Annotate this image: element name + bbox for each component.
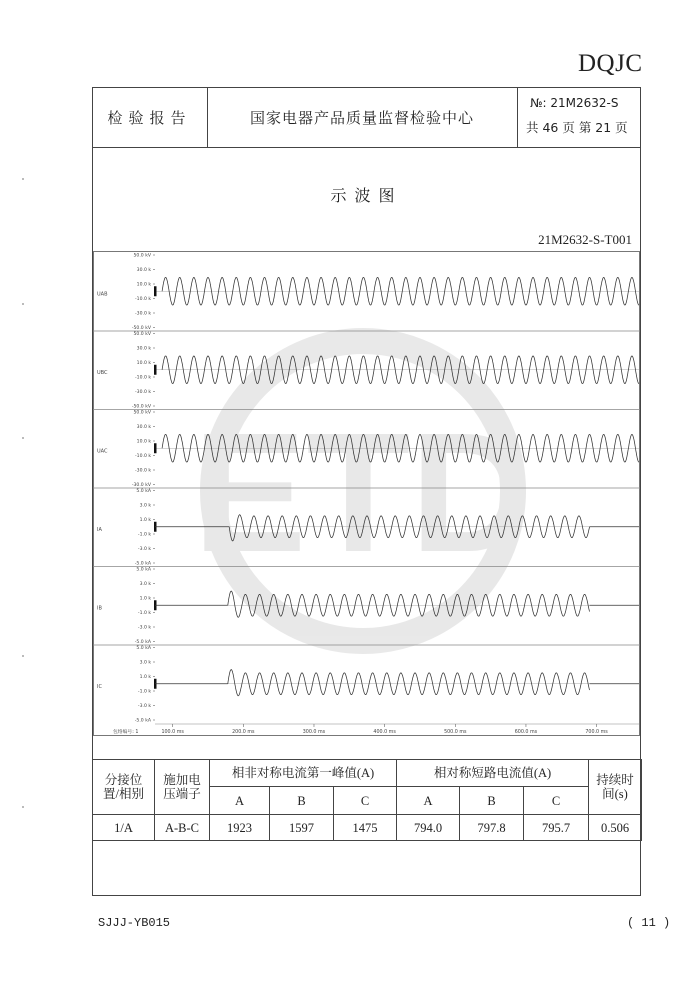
- col-header-phase-a: A: [210, 787, 270, 815]
- waveform-ic: [228, 670, 590, 696]
- y-tick-label: -10.0 k: [134, 454, 151, 460]
- header-divider: [92, 147, 641, 148]
- y-tick-label: -1.0 k: [137, 689, 151, 695]
- y-tick-label: 50.0 kV: [133, 332, 151, 338]
- x-tick-label: 200.0 ms: [232, 730, 255, 735]
- results-table: [92, 759, 642, 841]
- channel-label: UBC: [97, 369, 108, 376]
- y-tick-label: 30.0 k: [136, 425, 151, 431]
- cell-rms-a: 794.0: [397, 815, 460, 841]
- figure-id: 21M2632-S-T001: [538, 232, 632, 247]
- channel-label: IC: [97, 683, 102, 690]
- record-label: 包络编号: 1: [113, 730, 139, 735]
- cell-terminal: A-B-C: [155, 815, 210, 841]
- y-tick-label: 5.0 kA: [136, 489, 151, 495]
- table-row: [93, 815, 642, 841]
- y-tick-label: -10.0 k: [134, 375, 151, 381]
- y-tick-label: 50.0 kV: [133, 253, 151, 259]
- col-header-phase-c: C: [524, 787, 589, 815]
- page-number: ( 11 ): [627, 916, 671, 930]
- y-tick-label: -1.0 k: [137, 532, 151, 538]
- oscillogram: [93, 251, 640, 736]
- y-tick-label: -30.0 kV: [131, 483, 151, 489]
- col-header-phase-c: C: [334, 787, 397, 815]
- y-tick-label: -5.0 kA: [134, 718, 151, 724]
- x-tick-label: 400.0 ms: [373, 730, 396, 735]
- scan-mark: [22, 437, 24, 439]
- report-label: 检验报告: [107, 108, 192, 127]
- x-tick-label: 300.0 ms: [302, 730, 326, 735]
- y-tick-label: 10.0 k: [136, 361, 151, 367]
- cell-peak-b: 1597: [270, 815, 334, 841]
- y-tick-label: 10.0 k: [136, 282, 151, 288]
- y-tick-label: 5.0 kA: [136, 646, 151, 652]
- header-separator: [517, 87, 518, 147]
- y-tick-label: -50.0 kV: [131, 326, 151, 332]
- y-tick-label: -30.0 k: [134, 390, 151, 396]
- cell-rms-c: 795.7: [524, 815, 589, 841]
- y-tick-label: 30.0 k: [136, 346, 151, 352]
- y-tick-label: 3.0 k: [139, 582, 151, 588]
- scan-mark: [22, 303, 24, 305]
- y-tick-label: -3.0 k: [137, 625, 151, 631]
- x-tick-label: 500.0 ms: [444, 730, 467, 735]
- form-code: SJJJ-YB015: [98, 916, 171, 930]
- trigger-marker: [154, 286, 157, 296]
- y-tick-label: 1.0 k: [139, 518, 151, 524]
- x-tick-label: 100.0 ms: [161, 730, 184, 735]
- y-tick-label: 3.0 k: [139, 503, 151, 509]
- y-tick-label: -3.0 k: [137, 547, 151, 553]
- y-tick-label: -50.0 kV: [131, 404, 151, 410]
- y-tick-label: 3.0 k: [139, 660, 151, 666]
- cell-peak-c: 1475: [334, 815, 397, 841]
- center-name: 国家电器产品质量监督检验中心: [249, 108, 474, 127]
- cell-rms-b: 797.8: [460, 815, 524, 841]
- y-tick-label: -5.0 kA: [134, 561, 151, 567]
- page-title: 示波图: [330, 186, 403, 205]
- y-tick-label: -3.0 k: [137, 704, 151, 710]
- scan-mark: [22, 806, 24, 808]
- y-tick-label: 10.0 k: [136, 439, 151, 445]
- cell-duration: 0.506: [589, 815, 642, 841]
- y-tick-label: 1.0 k: [139, 596, 151, 602]
- report-number: №: 21M2632-S: [530, 96, 619, 110]
- channel-label: IB: [97, 605, 102, 612]
- scan-mark: [22, 178, 24, 180]
- col-header-tap: 分接位置/相别: [93, 760, 155, 815]
- trigger-marker: [154, 365, 157, 375]
- page-info: 共 46 页 第 21 页: [526, 120, 628, 135]
- channel-label: IA: [97, 526, 102, 533]
- col-header-phase-b: B: [270, 787, 334, 815]
- cell-tap: 1/A: [93, 815, 155, 841]
- y-tick-label: 1.0 k: [139, 675, 151, 681]
- y-tick-label: -30.0 k: [134, 468, 151, 474]
- y-tick-label: 30.0 k: [136, 268, 151, 274]
- y-tick-label: -10.0 k: [134, 297, 151, 303]
- col-header-peak: 相非对称电流第一峰值(A): [210, 760, 397, 787]
- channel-label: UAB: [97, 291, 108, 298]
- cell-peak-a: 1923: [210, 815, 270, 841]
- col-header-duration: 持续时间(s): [589, 760, 642, 815]
- col-header-rms: 相对称短路电流值(A): [397, 760, 589, 787]
- y-tick-label: -1.0 k: [137, 611, 151, 617]
- y-tick-label: -5.0 kA: [134, 640, 151, 646]
- scan-mark: [22, 655, 24, 657]
- y-tick-label: 5.0 kA: [136, 567, 151, 573]
- y-tick-label: 50.0 kV: [133, 410, 151, 416]
- channel-label: UAC: [97, 448, 108, 455]
- col-header-terminal: 施加电压端子: [155, 760, 210, 815]
- brand-mark: DQJC: [578, 50, 643, 77]
- trigger-marker: [154, 443, 157, 453]
- x-tick-label: 600.0 ms: [514, 730, 538, 735]
- col-header-phase-b: B: [460, 787, 524, 815]
- x-tick-label: 700.0 ms: [585, 730, 608, 735]
- watermark-text: ETD: [193, 398, 533, 588]
- col-header-phase-a: A: [397, 787, 460, 815]
- y-tick-label: -30.0 k: [134, 311, 151, 317]
